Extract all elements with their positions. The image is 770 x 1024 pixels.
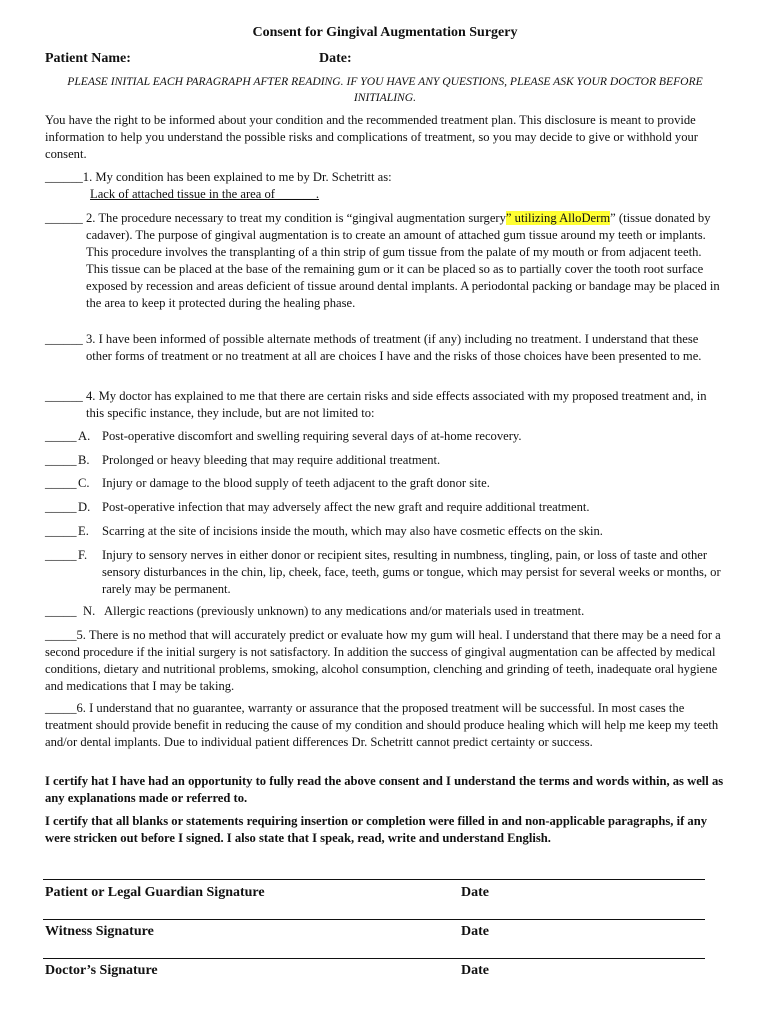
- item-2-text-c: ” (tissue donated by cadaver). The purpose of gingival augmentation is to create an amount of attached gum tissue around my teeth or implants. This procedure involves the transplanting of a thin strip of gum tissue from the palate of my mouth or from adjacent teeth. This tissue can be placed at the base of the remaining gum or it can be placed so as to partially cover the tooth root surface exposed by recession and areas deficient of tissue around dental implants. A periodontal packing or bandage may be placed in the area to keep it protected during the healing phase.: [86, 211, 720, 310]
- item-5: [45, 627, 725, 695]
- risk-text: Post-operative discomfort and swelling requiring several days of at-home recovery.: [102, 429, 522, 443]
- initial-blank[interactable]: ______: [45, 389, 83, 403]
- risk-a: [45, 428, 725, 445]
- item-2-text-b: ” utilizing AlloDerm: [505, 211, 611, 225]
- risk-b: [45, 452, 725, 469]
- intro-paragraph: You have the right to be informed about your condition and the recommended treatment plan. This disclosure is meant to provide information to help you understand the possible risks and complications of treatment, so you may decide to give or withhold your consent.: [45, 113, 698, 161]
- item-3: [45, 331, 725, 365]
- certification-2: I certify that all blanks or statements requiring insertion or completion were filled in and non-applicable paragraphs, if any were stricken out before I signed. I also state that I speak, read, write and understand English.: [45, 814, 708, 845]
- risk-text: Injury or damage to the blood supply of teeth adjacent to the graft donor site.: [102, 476, 490, 490]
- initial-blank[interactable]: _____: [45, 429, 77, 443]
- risk-label: D.: [78, 500, 91, 514]
- signature-line-doctor[interactable]: [43, 958, 705, 959]
- initial-blank[interactable]: _____: [45, 524, 77, 538]
- item-2-highlight: [506, 211, 610, 225]
- certification-1: I certify hat I have had an opportunity to fully read the above consent and I understand the terms and words within, as well as any explanations made or referred to.: [45, 774, 724, 805]
- doctor-signature-label: Doctor’s Signature: [45, 963, 158, 978]
- risk-text: Injury to sensory nerves in either donor or recipient sites, resulting in numbness, tingling, pain, or loss of taste and other sensory disturbances in the chin, lip, cheek, face, teeth, gums or tongue, which may persist for several weeks or months, or rarely may be permanent.: [102, 548, 721, 596]
- item-6: [45, 700, 725, 751]
- risk-d: [45, 499, 725, 516]
- initial-blank[interactable]: _____: [45, 500, 77, 514]
- risk-n: [45, 603, 725, 620]
- item-5-text: 5. There is no method that will accurately predict or evaluate how my gum will heal. I understand that there may be a need for a second procedure if the initial surgery is not satisfactory. In addition the success of gingival augmentation can be affected by medical conditions, dietary and nutritional problems, smoking, alcohol consumption, clenching and grinding of teeth, inadequate oral hygiene and medications that I may be taking.: [45, 628, 721, 693]
- item-2: [45, 210, 725, 312]
- initial-blank[interactable]: _____: [45, 476, 77, 490]
- initial-blank[interactable]: _____: [45, 628, 77, 642]
- risk-f: [45, 547, 725, 598]
- item-1: [45, 169, 725, 186]
- risk-e: [45, 523, 725, 540]
- date-label: Date:: [319, 51, 352, 66]
- signature-line-patient[interactable]: [43, 879, 705, 880]
- initial-blank[interactable]: ______: [45, 170, 83, 184]
- item-3-text: 3. I have been informed of possible alternate methods of treatment (if any) including no treatment. I understand that these other forms of treatment or no treatment at all are choices I have and the risks of those choices have been presented to me.: [86, 332, 702, 363]
- risk-label: F.: [78, 548, 88, 562]
- item-4: [45, 388, 725, 422]
- initial-blank[interactable]: ______: [45, 332, 83, 346]
- risk-text: Allergic reactions (previously unknown) to any medications and/or materials used in treatment.: [104, 604, 585, 618]
- item-1-subline-text: Lack of attached tissue in the area of ______.: [90, 187, 320, 201]
- risk-label: B.: [78, 453, 90, 467]
- patient-signature-date-label: Date: [461, 885, 489, 900]
- witness-signature-label: Witness Signature: [45, 924, 154, 939]
- patient-name-label: Patient Name:: [45, 51, 131, 66]
- risk-text: Prolonged or heavy bleeding that may require additional treatment.: [102, 453, 441, 467]
- initial-blank[interactable]: _____: [45, 548, 77, 562]
- item-4-text: 4. My doctor has explained to me that there are certain risks and side effects associated with my proposed treatment and, in this specific instance, they include, but are not limited to:: [86, 389, 707, 420]
- item-1-subline: [90, 186, 319, 203]
- risk-text: Scarring at the site of incisions inside the mouth, which may also have cosmetic effects on the skin.: [102, 524, 603, 538]
- doctor-signature-date-label: Date: [461, 963, 489, 978]
- risk-text: Post-operative infection that may adversely affect the new graft and require additional treatment.: [102, 500, 590, 514]
- risk-label: C.: [78, 476, 90, 490]
- risk-c: [45, 475, 725, 492]
- initial-blank[interactable]: ______: [45, 211, 83, 225]
- witness-signature-date-label: Date: [461, 924, 489, 939]
- instructions: PLEASE INITIAL EACH PARAGRAPH AFTER READING. IF YOU HAVE ANY QUESTIONS, PLEASE ASK YOUR DOCTOR BEFORE INITIALING.: [67, 75, 703, 104]
- initial-blank[interactable]: _____: [45, 453, 77, 467]
- risk-label: A.: [78, 429, 91, 443]
- initial-blank[interactable]: _____: [45, 701, 77, 715]
- patient-signature-label: Patient or Legal Guardian Signature: [45, 885, 265, 900]
- document-title: Consent for Gingival Augmentation Surgery: [252, 25, 518, 40]
- risk-label: E.: [78, 524, 89, 538]
- item-2-text-a: 2. The procedure necessary to treat my condition is “gingival augmentation surgery: [86, 211, 506, 225]
- risk-label: N.: [83, 604, 96, 618]
- signature-line-witness[interactable]: [43, 919, 705, 920]
- initial-blank[interactable]: _____: [45, 604, 77, 618]
- item-1-text: 1. My condition has been explained to me by Dr. Schetritt as:: [82, 170, 392, 184]
- item-6-text: 6. I understand that no guarantee, warranty or assurance that the proposed treatment will be successful. In most cases the treatment should provide benefit in reducing the cause of my condition and should produce healing which will help me keep my teeth and/or dental implants. Due to individual patient differences Dr. Schetritt cannot predict certainty or success.: [45, 701, 719, 749]
